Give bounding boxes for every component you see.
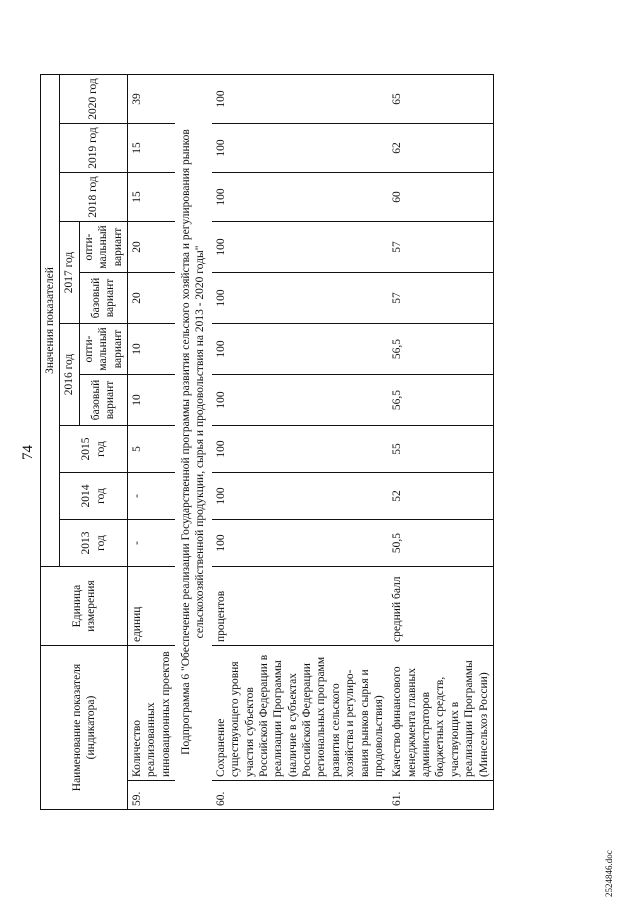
cell-2015: 100 [212,426,389,473]
row-number: 60. [212,781,389,810]
row-unit: средний балл [388,567,493,646]
header-name: Наименование показателя (индикатора) [41,646,128,810]
header-2018: 2018 год [60,173,128,222]
header-2020: 2020 год [60,75,128,124]
subprogram-title: Подпрограмма 6 "Обеспечение реализации Государственной программы развития сельского хозяйства и регулирования рынков сельскохозяйственной продукции, сырья и продовольствия на 2013 - 2020 годы" [175,75,212,810]
row-unit: единиц [127,567,175,646]
header-2016-opt: опти-мальный вариант [79,324,127,375]
header-2019: 2019 год [60,124,128,173]
header-2015: 2015 год [60,426,128,473]
cell-2016-opt: 100 [212,324,389,375]
row-unit: процентов [212,567,389,646]
table-row [212,75,389,810]
header-2017: 2017 год [60,222,79,324]
cell-2014: - [127,473,175,520]
cell-2017-base: 57 [388,273,493,324]
cell-2017-opt: 100 [212,222,389,273]
row-number: 61. [388,781,493,810]
cell-2016-opt: 56,5 [388,324,493,375]
cell-2017-opt: 57 [388,222,493,273]
cell-2016-base: 56,5 [388,375,493,426]
cell-2018: 15 [127,173,175,222]
cell-2013: 100 [212,520,389,567]
cell-2013: 50,5 [388,520,493,567]
cell-2020: 65 [388,75,493,124]
cell-2014: 100 [212,473,389,520]
cell-2019: 100 [212,124,389,173]
row-name: Качество финансового менеджмента главных администраторов бюджетных средств, участвующих в реализации Программы (Минсельхоз России) [388,646,493,781]
cell-2017-base: 100 [212,273,389,324]
cell-2015: 55 [388,426,493,473]
cell-2020: 100 [212,75,389,124]
header-2016: 2016 год [60,324,79,426]
header-2014: 2014 год [60,473,128,520]
row-name: Количество реализованных инновационных проектов [127,646,175,781]
row-name: Сохранение существующего уровня участия субъектов Российской Федерации в реализации Программы (наличие в субъектах Российской Федерации региональных программ развития сельского хозяйства и регулиро-вания рынков сырья и продовольствия) [212,646,389,781]
subprogram-row [175,75,212,810]
header-2016-base: базовый вариант [79,375,127,426]
cell-2013: - [127,520,175,567]
cell-2019: 15 [127,124,175,173]
header-values-group: Значения показателей [41,75,60,567]
cell-2015: 5 [127,426,175,473]
row-number: 59. [127,781,175,810]
indicators-table [40,74,494,810]
cell-2020: 39 [127,75,175,124]
table-row [127,75,175,810]
table-row [388,75,493,810]
header-2013: 2013 год [60,520,128,567]
cell-2017-opt: 20 [127,222,175,273]
cell-2017-base: 20 [127,273,175,324]
cell-2016-base: 10 [127,375,175,426]
header-2017-opt: опти-мальный вариант [79,222,127,273]
cell-2019: 62 [388,124,493,173]
cell-2014: 52 [388,473,493,520]
cell-2018: 60 [388,173,493,222]
cell-2016-base: 100 [212,375,389,426]
header-unit: Единица измерения [41,567,128,646]
cell-2018: 100 [212,173,389,222]
cell-2016-opt: 10 [127,324,175,375]
header-2017-base: базовый вариант [79,273,127,324]
document-filename: 2524846.doc [604,850,614,897]
page-number: 74 [20,445,36,460]
